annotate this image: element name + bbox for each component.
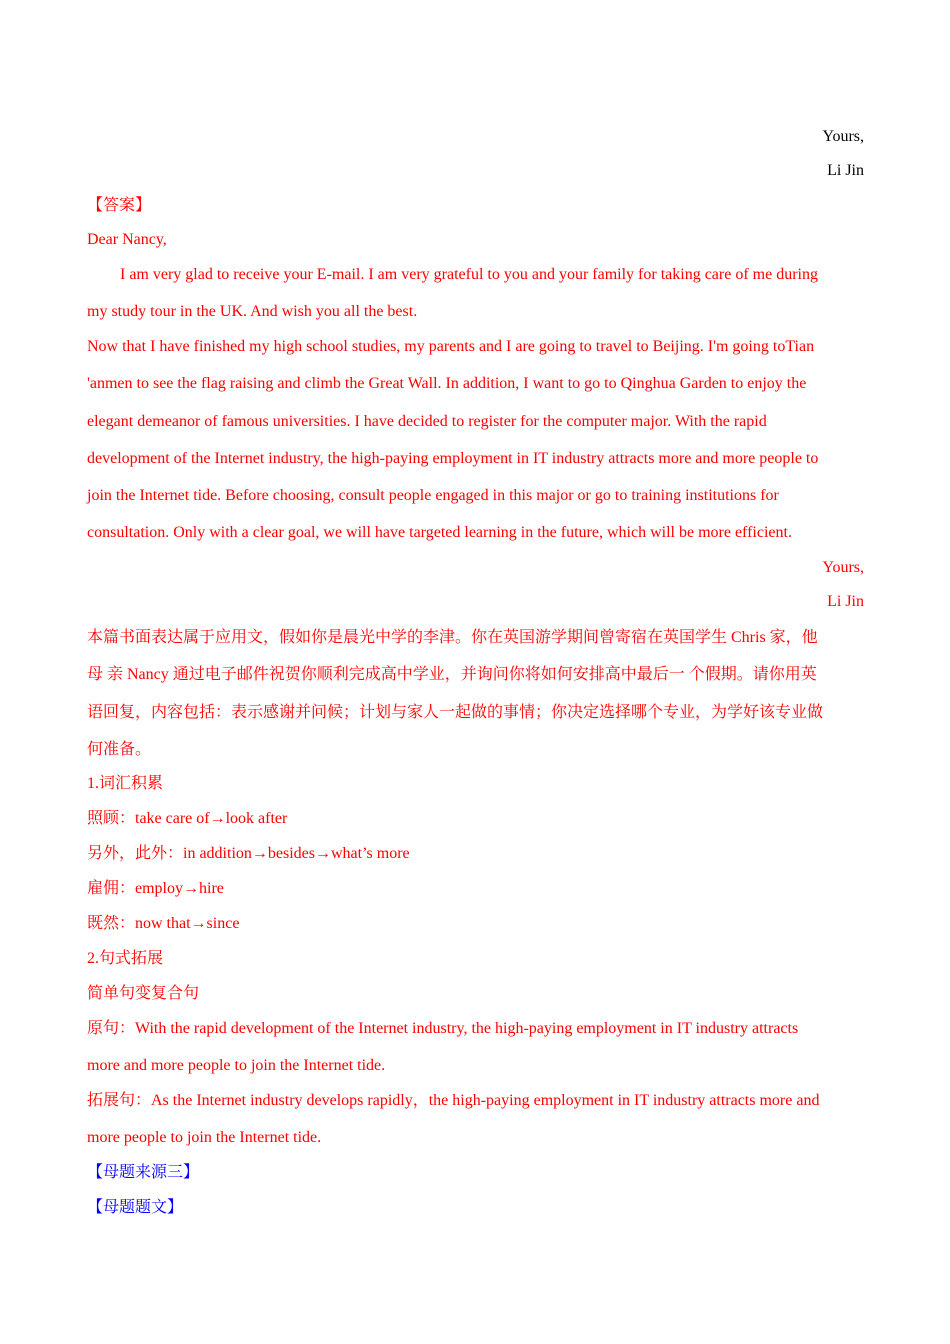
original-sentence (87, 1010, 864, 1085)
vocab-heading: 1.词汇积累 (87, 775, 164, 792)
letter-paragraph-2-line: consultation. Only with a clear goal, we will have targeted learning in the future, which will be more efficient. (87, 524, 792, 542)
source-heading: 【母题来源三】 (87, 1164, 200, 1181)
signoff-name-top: Li Jin (827, 162, 864, 179)
letter-closing: Yours, (822, 559, 864, 576)
analysis-line: 本篇书面表达属于应用文，假如你是晨光中学的李津。你在英国游学期间曾寄宿在英国学生 Chris 家，他 (87, 629, 818, 646)
letter-paragraph-1-line: my study tour in the UK. And wish you all the best. (87, 303, 418, 321)
vocab-item: 既然：now that→since (87, 915, 240, 932)
signoff-closing-top: Yours, (822, 128, 864, 145)
analysis-line: 何准备。 (87, 740, 152, 758)
vocab-item: 雇佣：employ→hire (87, 880, 224, 897)
answer-label: 【答案】 (87, 197, 152, 214)
expanded-sentence-line: 拓展句：As the Internet industry develops rapidly，the high-paying employment in IT industry attracts more and (87, 1092, 820, 1109)
expanded-sentence (87, 1082, 864, 1157)
expanded-sentence-line: more people to join the Internet tide. (87, 1129, 322, 1147)
letter-paragraph-2-line: join the Internet tide. Before choosing, consult people engaged in this major or go to training institutions for (87, 487, 779, 505)
analysis-paragraph (87, 619, 864, 768)
letter-signature: Li Jin (827, 593, 864, 610)
sentence-heading: 2.句式拓展 (87, 950, 164, 967)
source-text-heading: 【母题题文】 (87, 1199, 184, 1216)
letter-greeting: Dear Nancy, (87, 231, 167, 248)
analysis-line: 语回复，内容包括：表示感谢并问候；计划与家人一起做的事情；你决定选择哪个专业，为学好该专业做 (87, 703, 824, 721)
letter-paragraph-1-line: I am very glad to receive your E-mail. I am very grateful to you and your family for taking care of me during (120, 266, 818, 283)
letter-paragraph-2 (87, 328, 864, 552)
letter-paragraph-2-line: development of the Internet industry, the high-paying employment in IT industry attracts more and more people to (87, 449, 819, 467)
sentence-subheading: 简单句变复合句 (87, 985, 200, 1002)
original-sentence-line: more and more people to join the Internet tide. (87, 1057, 386, 1075)
analysis-line: 母 亲 Nancy 通过电子邮件祝贺你顺利完成高中学业，并询问你将如何安排高中最后一 个假期。请你用英 (87, 666, 817, 684)
original-sentence-line: 原句：With the rapid development of the Internet industry, the high-paying employment in IT industry attracts (87, 1020, 799, 1037)
letter-paragraph-2-line: 'anmen to see the flag raising and climb the Great Wall. In addition, I want to go to Qinghua Garden to enjoy the (87, 375, 807, 393)
vocab-item: 另外，此外：in addition→besides→what’s more (87, 845, 410, 862)
letter-paragraph-1 (87, 256, 864, 331)
letter-paragraph-2-line: elegant demeanor of famous universities. I have decided to register for the computer major. With the rapid (87, 412, 767, 430)
letter-paragraph-2-line: Now that I have finished my high school studies, my parents and I are going to travel to Beijing. I'm going toTian (87, 338, 815, 355)
vocab-item: 照顾：take care of→look after (87, 810, 288, 827)
